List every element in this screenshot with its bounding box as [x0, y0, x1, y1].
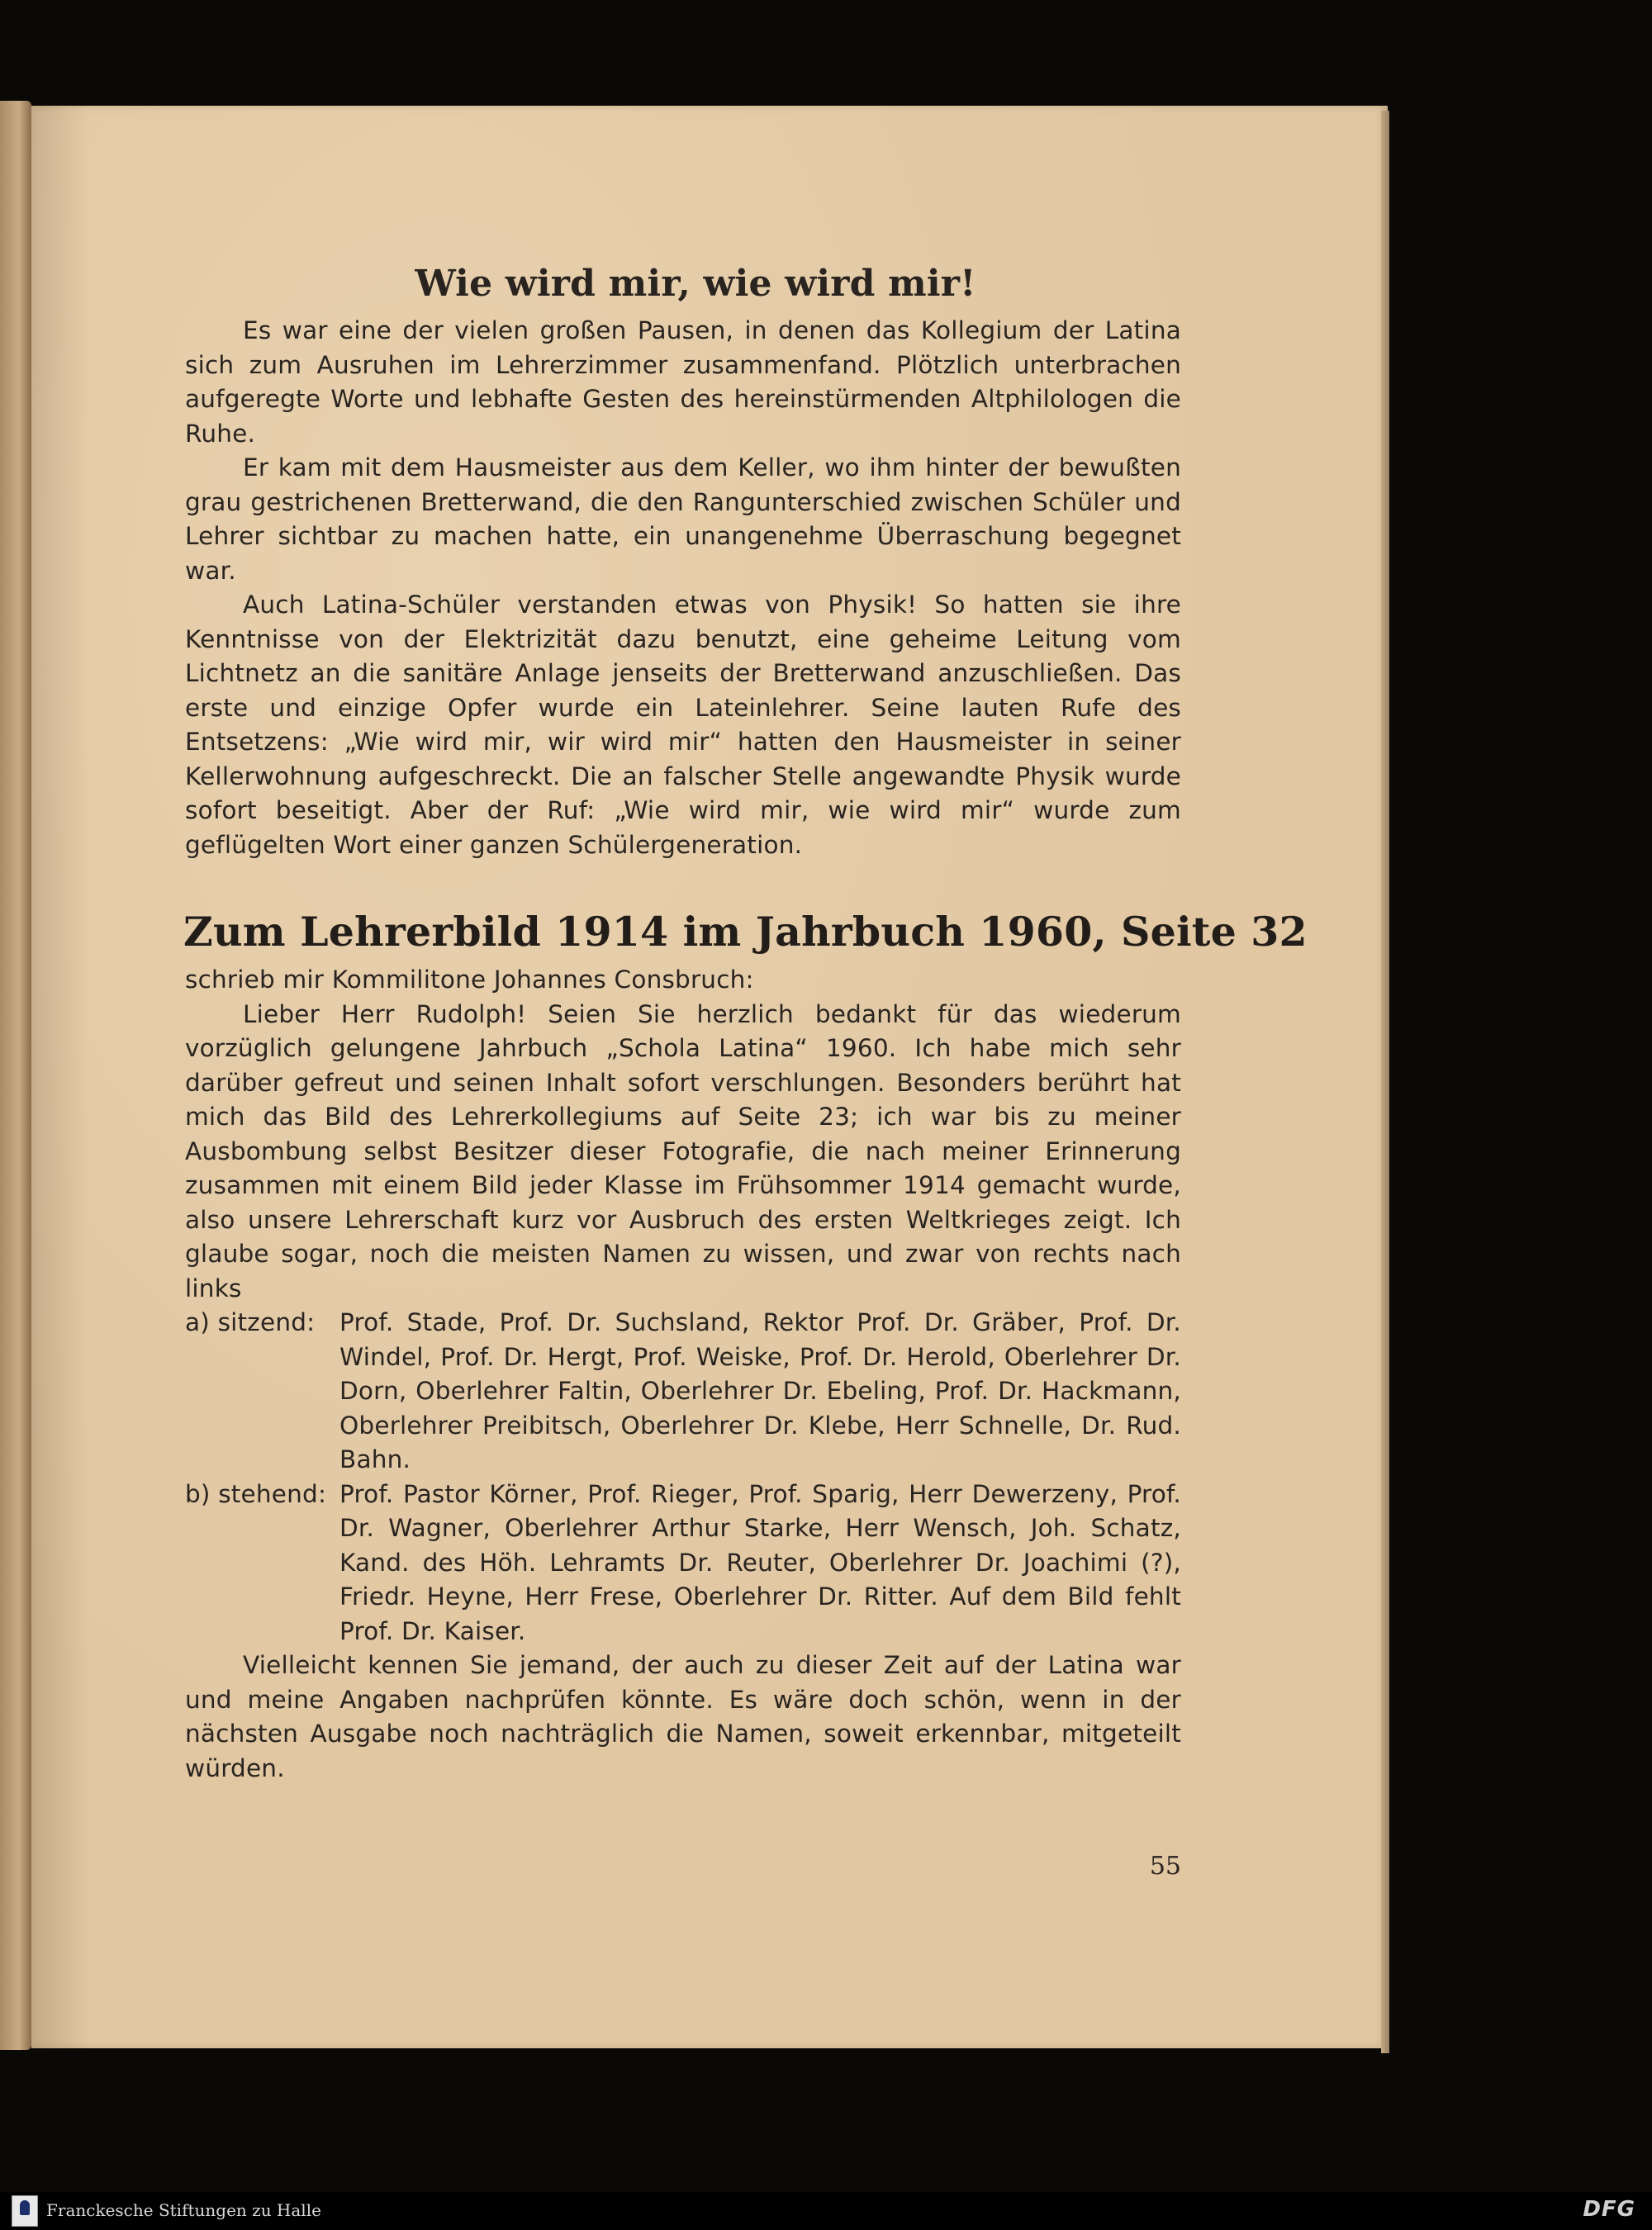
footer-institution-label: Franckesche Stiftungen zu Halle — [46, 2200, 321, 2220]
list-names-seated: Prof. Stade, Prof. Dr. Suchsland, Rektor Prof. Dr. Gräber, Prof. Dr. Windel, Prof. Dr. Hergt, Prof. Weiske, Prof. Dr. Herold, Oberlehrer Dr. Dorn, Oberlehrer Faltin, Oberlehrer Dr. Ebeling, Prof. Dr. Hackmann, Oberlehrer Preibitsch, Oberlehrer Dr. Klebe, Herr Schnelle, Dr. Rud. Bahn. — [339, 1308, 1181, 1473]
paragraph-2: Er kam mit dem Hausmeister aus dem Keller, wo ihm hinter der bewußten grau gestrichenen Bretterwand, die den Rangunterschied zwischen Schüler und Lehrer sichtbar zu machen hatte, ein unangenehme Überraschung begegnet war. — [185, 453, 1181, 585]
list-label-seated: a) sitzend: — [185, 1308, 316, 1336]
letter-intro: schrieb mir Kommilitone Johannes Consbruch: — [185, 966, 754, 994]
page-edge-shadow — [1381, 111, 1389, 2053]
closing-paragraph: Vielleicht kennen Sie jemand, der auch zu dieser Zeit auf der Latina war und meine Angaben nachprüfen könnte. Es wäre doch schön, wenn in der nächsten Ausgabe noch nachträglich die Namen, soweit erkennbar, mitgeteilt würden. — [185, 1651, 1181, 1782]
section-title-2: Zum Lehrerbild 1914 im Jahrbuch 1960, Seite 32 — [183, 908, 1308, 956]
list-label-standing: b) stehend: — [185, 1479, 327, 1508]
list-names-standing: Prof. Pastor Körner, Prof. Rieger, Prof. Sparig, Herr Dewerzeny, Prof. Dr. Wagner, Oberlehrer Arthur Starke, Herr Wensch, Joh. Schatz, Kand. des Höh. Lehramts Dr. Reuter, Oberlehrer Dr. Joachimi (?), Friedr. Heyne, Herr Frese, Oberlehrer Dr. Ritter. Auf dem Bild fehlt Prof. Dr. Kaiser. — [339, 1479, 1181, 1645]
section-title-1: Wie wird mir, wie wird mir! — [415, 263, 976, 305]
page-text-block — [183, 256, 1308, 1786]
left-page-edge — [0, 101, 31, 2050]
list-item-standing — [185, 1478, 1181, 1649]
letter-body: Lieber Herr Rudolph! Seien Sie herzlich bedankt für das wiederum vorzüglich gelungene Jahrbuch „Schola Latina“ 1960. Ich habe mich sehr darüber gefreut und seinen Inhalt sofort verschlungen. Besonders berührt hat mich das Bild des Lehrerkollegiums auf Seite 23; ich war bis zu meiner Ausbombung selbst Besitzer dieser Fotografie, die nach meiner Erinnerung zusammen mit einem Bild jeder Klasse im Frühsommer 1914 gemacht wurde, also unsere Lehrerschaft kurz vor Ausbruch des ersten Weltkrieges zeigt. Ich glaube sogar, noch die meisten Namen zu wissen, und zwar von rechts nach links — [185, 999, 1181, 1302]
dfg-logo: DFG — [1583, 2197, 1635, 2222]
paragraph-1: Es war eine der vielen großen Pausen, in denen das Kollegium der Latina sich zum Ausruhen im Lehrerzimmer zusammenfand. Plötzlich unterbrachen aufgeregte Worte und lebhafte Gesten des hereinstürmenden Altphilologen die Ruhe. — [185, 316, 1181, 448]
teacher-list — [185, 1306, 1181, 1649]
institution-logo-icon — [12, 2195, 38, 2227]
paragraph-3: Auch Latina-Schüler verstanden etwas von Physik! So hatten sie ihre Kenntnisse von der Elektrizität dazu benutzt, eine geheime Leitung vom Lichtnetz an die sanitäre Anlage jenseits der Bretterwand anzuschließen. Das erste und einzige Opfer wurde ein Lateinlehrer. Seine lauten Rufe des Entsetzens: „Wie wird mir, wir wird mir“ hatten den Hausmeister in seiner Kellerwohnung aufgeschreckt. Die an falscher Stelle angewandte Physik wurde sofort beseitigt. Aber der Ruf: „Wie wird mir, wie wird mir“ wurde zum geflügelten Wort einer ganzen Schülergeneration. — [185, 591, 1181, 859]
list-item-seated — [185, 1306, 1181, 1478]
page-number: 55 — [1149, 1852, 1181, 1881]
